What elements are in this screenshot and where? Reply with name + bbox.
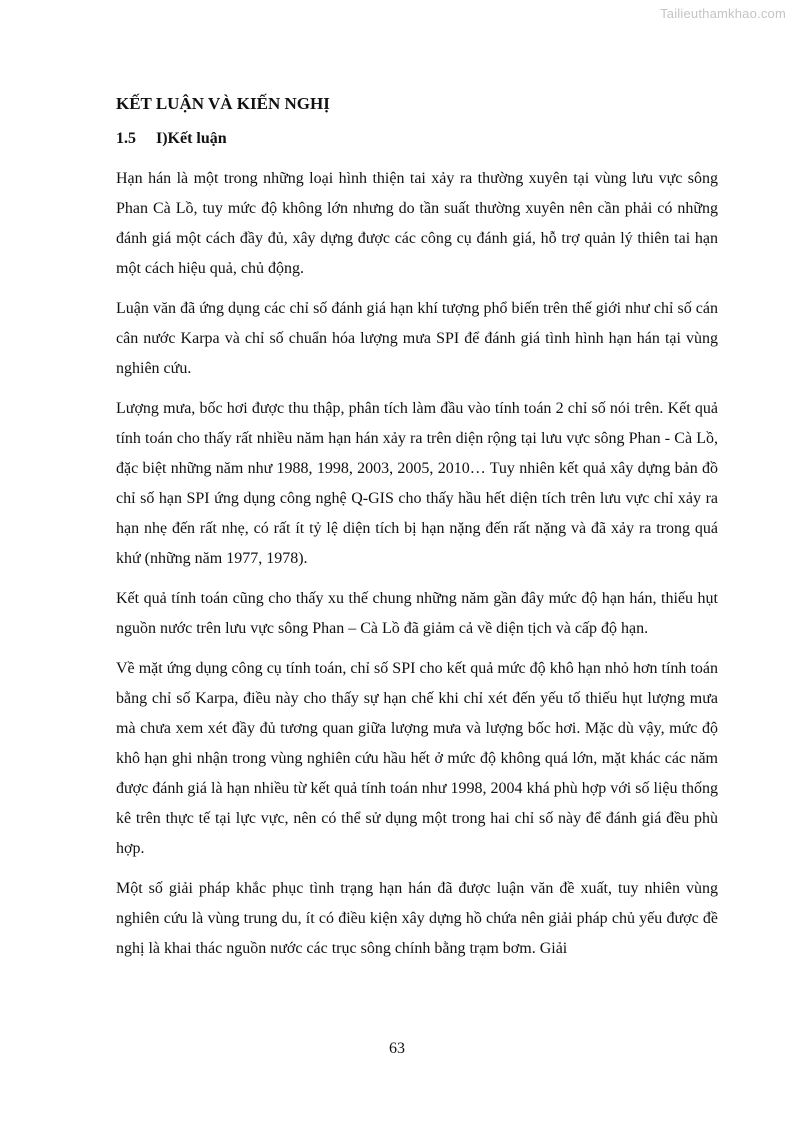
paragraph-solutions: Một số giải pháp khắc phục tình trạng hạn hán đã được luận văn đề xuất, tuy nhiên vùng nghiên cứu là vùng trung du, ít có điều kiện xây dựng hồ chứa nên giải pháp chủ yếu được đề nghị là khai thác nguồn nước các trục sông chính bằng trạm bơm. Giải [116,880,718,957]
watermark-text: Tailieuthamkhao.com [660,6,786,21]
paragraph-recent-trend: Kết quả tính toán cũng cho thấy xu thế chung những năm gần đây mức độ hạn hán, thiếu hụt nguồn nước trên lưu vực sông Phan – Cà Lồ đã giảm cả về diện tịch và cấp độ hạn. [116,590,718,637]
paragraph-indices-applied: Luận văn đã ứng dụng các chỉ số đánh giá hạn khí tượng phổ biến trên thế giới như chỉ số cán cân nước Karpa và chỉ số chuẩn hóa lượng mưa SPI để đánh giá tình hình hạn hán tại vùng nghiên cứu. [116,300,718,377]
paragraph-drought-overview: Hạn hán là một trong những loại hình thiện tai xảy ra thường xuyên tại vùng lưu vực sông Phan Cà Lồ, tuy mức độ không lớn nhưng do tần suất thường xuyên nên cần phải có những đánh giá một cách đầy đủ, xây dựng được các công cụ đánh giá, hỗ trợ quản lý thiên tai hạn một cách hiệu quả, chủ động. [116,170,718,277]
section-number: 1.5 [116,130,136,147]
section-title: I)Kết luận [156,130,227,147]
section-heading [116,126,718,152]
paragraph-calculation-results: Lượng mưa, bốc hơi được thu thập, phân tích làm đầu vào tính toán 2 chỉ số nói trên. Kết quả tính toán cho thấy rất nhiều năm hạn hán xảy ra trên diện rộng tại lưu vực sông Phan - Cà Lồ, đặc biệt những năm như 1988, 1998, 2003, 2005, 2010… Tuy nhiên kết quả xây dựng bản đồ chỉ số hạn SPI ứng dụng công nghệ Q-GIS cho thấy hầu hết diện tích trên lưu vực chỉ xảy ra hạn nhẹ đến rất nhẹ, có rất ít tỷ lệ diện tích bị hạn nặng đến rất nặng và đã xảy ra trong quá khứ (những năm 1977, 1978). [116,400,718,567]
page-number: 63 [389,1040,405,1057]
paragraph-tool-comparison: Về mặt ứng dụng công cụ tính toán, chỉ số SPI cho kết quả mức độ khô hạn nhỏ hơn tính toán bằng chỉ số Karpa, điều này cho thấy sự hạn chế khi chỉ xét đến yếu tố thiếu hụt lượng mưa mà chưa xem xét đầy đủ tương quan giữa lượng mưa và lượng bốc hơi. Mặc dù vậy, mức độ khô hạn ghi nhận trong vùng nghiên cứu hầu hết ở mức độ không quá lớn, mặt khác các năm được đánh giá là hạn nhiều từ kết quả tính toán như 1998, 2004 khá phù hợp với số liệu thống kê trên thực tế tại lực vực, nên có thể sử dụng một trong hai chỉ số này để đánh giá đều phù hợp. [116,660,718,857]
document-body [116,90,718,964]
chapter-heading: KẾT LUẬN VÀ KIẾN NGHỊ [116,94,330,113]
